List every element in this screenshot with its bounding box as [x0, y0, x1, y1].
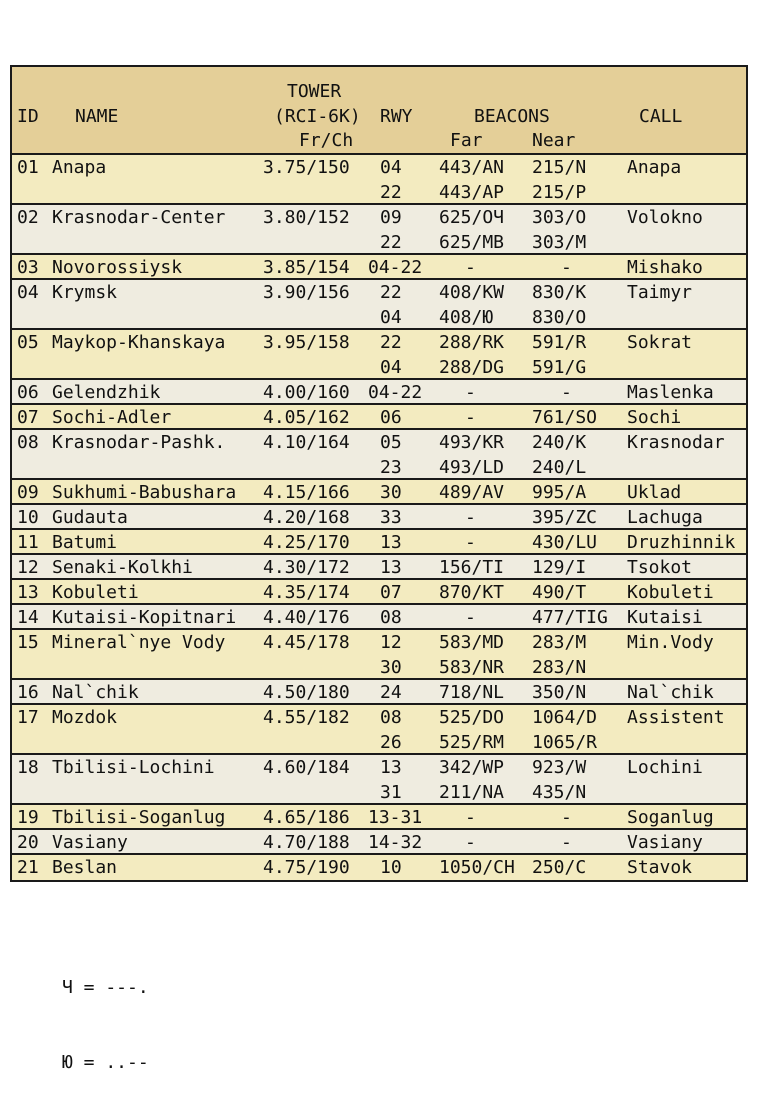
cell-near: 303/M: [532, 232, 587, 253]
cell-far: 342/WP: [439, 757, 505, 778]
cell-call: Anapa: [627, 157, 682, 178]
cell-near: 283/M: [532, 632, 587, 653]
cell-far: -: [465, 257, 476, 278]
cell-call: Kobuleti: [627, 582, 714, 603]
cell-far: 443/AN: [439, 157, 505, 178]
cell-name: Kutaisi-Kopitnari: [52, 607, 237, 628]
cell-id: 21: [17, 857, 39, 878]
table-row: [12, 480, 746, 505]
cell-near: 240/K: [532, 432, 587, 453]
cell-tower: 4.20/168: [263, 507, 350, 528]
header-id: ID: [17, 106, 39, 127]
cell-rwy: 14-32: [368, 832, 423, 853]
cell-call: Druzhinnik: [627, 532, 736, 553]
cell-rwy: 23: [380, 457, 402, 478]
cell-call: Lachuga: [627, 507, 703, 528]
cell-near: 830/K: [532, 282, 587, 303]
cell-far: -: [465, 507, 476, 528]
cell-far: 443/AP: [439, 182, 505, 203]
cell-name: Krymsk: [52, 282, 118, 303]
cell-id: 16: [17, 682, 39, 703]
cell-near: -: [561, 382, 572, 403]
cell-call: Stavok: [627, 857, 693, 878]
cell-far: 718/NL: [439, 682, 505, 703]
cell-far: 583/NR: [439, 657, 505, 678]
cell-name: Tbilisi-Soganlug: [52, 807, 226, 828]
cell-rwy: 24: [380, 682, 402, 703]
cell-rwy: 13: [380, 532, 402, 553]
header-name: NAME: [75, 106, 119, 127]
cell-tower: 4.50/180: [263, 682, 350, 703]
table-row: [12, 405, 746, 430]
table-row: [12, 430, 746, 480]
cell-tower: 3.90/156: [263, 282, 350, 303]
cell-call: Maslenka: [627, 382, 714, 403]
cell-near: -: [561, 807, 572, 828]
cell-far: 493/LD: [439, 457, 505, 478]
cell-far: 625/ОЧ: [439, 207, 505, 228]
cell-near: 923/W: [532, 757, 587, 778]
table-row: [12, 330, 746, 380]
cell-name: Beslan: [52, 857, 118, 878]
cell-id: 03: [17, 257, 39, 278]
header-call: CALL: [639, 106, 683, 127]
cell-tower: 3.95/158: [263, 332, 350, 353]
cell-near: 761/SO: [532, 407, 598, 428]
cell-id: 08: [17, 432, 39, 453]
table-row: [12, 205, 746, 255]
cell-tower: 4.15/166: [263, 482, 350, 503]
cell-call: Assistent: [627, 707, 725, 728]
header-near: Near: [532, 130, 576, 151]
header-beacons: BEACONS: [474, 106, 550, 127]
cell-tower: 4.45/178: [263, 632, 350, 653]
cell-id: 04: [17, 282, 39, 303]
cell-near: -: [561, 832, 572, 853]
cell-near: -: [561, 257, 572, 278]
cell-call: Nal`chik: [627, 682, 714, 703]
cell-near: 395/ZC: [532, 507, 598, 528]
cell-rwy: 05: [380, 432, 402, 453]
cell-name: Novorossiysk: [52, 257, 183, 278]
cell-rwy: 13: [380, 757, 402, 778]
cell-call: Soganlug: [627, 807, 714, 828]
cell-name: Tbilisi-Lochini: [52, 757, 215, 778]
cell-name: Nal`chik: [52, 682, 139, 703]
cell-id: 17: [17, 707, 39, 728]
cell-name: Mineral`nye Vody: [52, 632, 226, 653]
cell-near: 591/R: [532, 332, 587, 353]
cell-tower: 4.55/182: [263, 707, 350, 728]
cell-far: 156/TI: [439, 557, 505, 578]
cell-rwy: 04-22: [368, 257, 423, 278]
cell-call: Mishako: [627, 257, 703, 278]
cell-call: Krasnodar: [627, 432, 725, 453]
cell-call: Kutaisi: [627, 607, 703, 628]
table-body: [12, 155, 746, 880]
table-row: [12, 605, 746, 630]
airfield-table: [10, 65, 748, 882]
cell-rwy: 06: [380, 407, 402, 428]
table-row: [12, 805, 746, 830]
cell-near: 240/L: [532, 457, 587, 478]
cell-tower: 4.60/184: [263, 757, 350, 778]
cell-far: 525/RM: [439, 732, 505, 753]
cell-name: Krasnodar-Pashk.: [52, 432, 226, 453]
table-row: [12, 855, 746, 880]
cell-far: 408/Ю: [439, 307, 494, 328]
cell-id: 11: [17, 532, 39, 553]
cell-rwy: 04: [380, 157, 402, 178]
header-rwy: RWY: [380, 106, 413, 127]
cell-name: Mozdok: [52, 707, 118, 728]
cell-rwy: 13: [380, 557, 402, 578]
table-row: [12, 705, 746, 755]
morse-legend: [62, 925, 149, 1100]
cell-name: Sukhumi-Babushara: [52, 482, 237, 503]
cell-rwy: 09: [380, 207, 402, 228]
cell-rwy: 13-31: [368, 807, 423, 828]
cell-near: 283/N: [532, 657, 587, 678]
cell-near: 303/O: [532, 207, 587, 228]
cell-call: Volokno: [627, 207, 703, 228]
cell-near: 477/TIG: [532, 607, 608, 628]
cell-name: Krasnodar-Center: [52, 207, 226, 228]
cell-id: 05: [17, 332, 39, 353]
cell-tower: 4.10/164: [263, 432, 350, 453]
cell-far: 211/NA: [439, 782, 505, 803]
cell-name: Vasiany: [52, 832, 128, 853]
cell-far: -: [465, 382, 476, 403]
cell-call: Tsokot: [627, 557, 693, 578]
cell-id: 12: [17, 557, 39, 578]
cell-near: 435/N: [532, 782, 587, 803]
cell-tower: 4.40/176: [263, 607, 350, 628]
cell-near: 591/G: [532, 357, 587, 378]
table-row: [12, 380, 746, 405]
cell-tower: 4.75/190: [263, 857, 350, 878]
cell-name: Senaki-Kolkhi: [52, 557, 193, 578]
cell-name: Kobuleti: [52, 582, 139, 603]
cell-id: 14: [17, 607, 39, 628]
cell-near: 1065/R: [532, 732, 598, 753]
cell-id: 06: [17, 382, 39, 403]
cell-rwy: 30: [380, 657, 402, 678]
cell-far: 288/RK: [439, 332, 505, 353]
cell-call: Uklad: [627, 482, 682, 503]
header-tower-frch: Fr/Ch: [299, 130, 354, 151]
cell-rwy: 22: [380, 282, 402, 303]
cell-name: Maykop-Khanskaya: [52, 332, 226, 353]
cell-id: 19: [17, 807, 39, 828]
table-row: [12, 680, 746, 705]
cell-name: Sochi-Adler: [52, 407, 172, 428]
cell-tower: 4.00/160: [263, 382, 350, 403]
legend-line: Ч = ---.: [62, 977, 149, 998]
cell-rwy: 30: [380, 482, 402, 503]
cell-tower: 3.80/152: [263, 207, 350, 228]
table-header: [12, 67, 746, 155]
cell-tower: 4.35/174: [263, 582, 350, 603]
cell-id: 09: [17, 482, 39, 503]
header-tower: TOWER: [287, 81, 342, 102]
cell-call: Sochi: [627, 407, 682, 428]
cell-far: 1050/CH: [439, 857, 515, 878]
cell-name: Gelendzhik: [52, 382, 161, 403]
cell-far: -: [465, 807, 476, 828]
cell-far: -: [465, 607, 476, 628]
cell-far: 583/MD: [439, 632, 505, 653]
cell-id: 20: [17, 832, 39, 853]
cell-id: 18: [17, 757, 39, 778]
cell-far: -: [465, 407, 476, 428]
cell-rwy: 22: [380, 232, 402, 253]
cell-far: 489/AV: [439, 482, 505, 503]
cell-rwy: 08: [380, 707, 402, 728]
cell-tower: 3.75/150: [263, 157, 350, 178]
cell-rwy: 33: [380, 507, 402, 528]
table-row: [12, 580, 746, 605]
cell-rwy: 12: [380, 632, 402, 653]
table-row: [12, 830, 746, 855]
cell-far: 625/MB: [439, 232, 505, 253]
cell-rwy: 31: [380, 782, 402, 803]
legend-line: Ю = ..--: [62, 1052, 149, 1073]
cell-far: 408/KW: [439, 282, 505, 303]
cell-name: Anapa: [52, 157, 107, 178]
cell-tower: 4.05/162: [263, 407, 350, 428]
cell-tower: 4.25/170: [263, 532, 350, 553]
cell-id: 15: [17, 632, 39, 653]
cell-rwy: 10: [380, 857, 402, 878]
cell-rwy: 22: [380, 182, 402, 203]
cell-id: 02: [17, 207, 39, 228]
cell-rwy: 26: [380, 732, 402, 753]
cell-call: Vasiany: [627, 832, 703, 853]
table-row: [12, 255, 746, 280]
cell-rwy: 08: [380, 607, 402, 628]
cell-far: 288/DG: [439, 357, 505, 378]
cell-far: -: [465, 832, 476, 853]
cell-id: 01: [17, 157, 39, 178]
cell-call: Sokrat: [627, 332, 693, 353]
table-row: [12, 755, 746, 805]
table-row: [12, 280, 746, 330]
cell-near: 129/I: [532, 557, 587, 578]
cell-rwy: 07: [380, 582, 402, 603]
table-row: [12, 530, 746, 555]
cell-tower: 4.70/188: [263, 832, 350, 853]
cell-near: 430/LU: [532, 532, 598, 553]
cell-far: 493/KR: [439, 432, 505, 453]
cell-near: 250/C: [532, 857, 587, 878]
cell-near: 830/O: [532, 307, 587, 328]
cell-id: 13: [17, 582, 39, 603]
cell-call: Min.Vody: [627, 632, 714, 653]
cell-far: -: [465, 532, 476, 553]
cell-name: Batumi: [52, 532, 118, 553]
cell-near: 215/P: [532, 182, 587, 203]
cell-near: 995/A: [532, 482, 587, 503]
cell-far: 525/DO: [439, 707, 505, 728]
cell-name: Gudauta: [52, 507, 128, 528]
cell-rwy: 04-22: [368, 382, 423, 403]
table-row: [12, 630, 746, 680]
cell-id: 10: [17, 507, 39, 528]
table-row: [12, 155, 746, 205]
cell-rwy: 04: [380, 307, 402, 328]
cell-tower: 4.30/172: [263, 557, 350, 578]
cell-near: 215/N: [532, 157, 587, 178]
cell-near: 1064/D: [532, 707, 598, 728]
cell-rwy: 04: [380, 357, 402, 378]
cell-far: 870/KT: [439, 582, 505, 603]
cell-near: 350/N: [532, 682, 587, 703]
cell-tower: 3.85/154: [263, 257, 350, 278]
cell-call: Lochini: [627, 757, 703, 778]
cell-id: 07: [17, 407, 39, 428]
header-far: Far: [450, 130, 483, 151]
table-row: [12, 505, 746, 530]
cell-call: Taimyr: [627, 282, 693, 303]
header-tower-model: (RCI-6K): [274, 106, 361, 127]
cell-tower: 4.65/186: [263, 807, 350, 828]
cell-rwy: 22: [380, 332, 402, 353]
cell-near: 490/T: [532, 582, 587, 603]
table-row: [12, 555, 746, 580]
